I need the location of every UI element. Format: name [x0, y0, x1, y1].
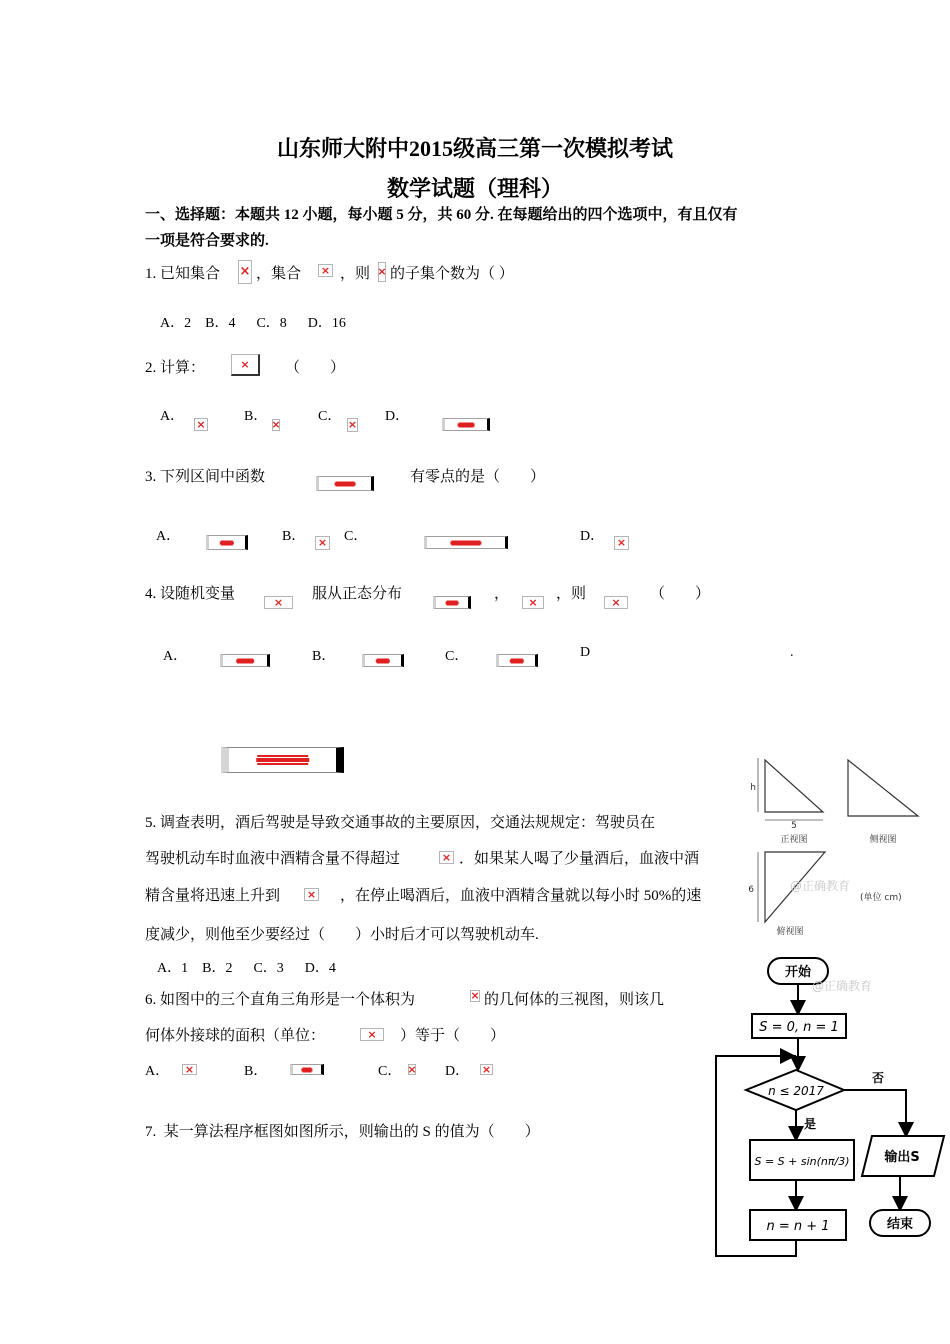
watermark-text: @正确教育 — [790, 879, 851, 893]
q3-text-1: 3. 下列区间中函数 — [145, 469, 266, 485]
q1-text-1: 1. 已知集合 — [145, 266, 221, 282]
q3-option-a-image — [206, 535, 248, 550]
q4-option-b-image — [362, 654, 404, 667]
q6-option-a-image — [182, 1064, 197, 1075]
q2-option-b-label: B． — [244, 409, 268, 424]
page-title: 山东师大附中2015级高三第一次模拟考试 — [276, 136, 673, 161]
q4-text-3: ， — [494, 586, 510, 602]
q4-option-d-image — [221, 747, 344, 773]
flowchart-condition: n ≤ 2017 — [768, 1084, 824, 1098]
flowchart-start: 开始 — [784, 965, 812, 980]
q2-formula-image — [231, 354, 260, 376]
q1-text-4: 的子集个数为（ ） — [390, 266, 514, 282]
section-heading-line2: 一项是符合要求的. — [145, 233, 269, 249]
q4-text-2: 服从正态分布 — [312, 586, 403, 602]
flowchart-end: 结束 — [886, 1217, 914, 1232]
q5-line4: 度减少，则他至少要经过（ ）小时后才可以驾驶机动车. — [145, 927, 539, 943]
q4-distribution-image — [433, 596, 471, 609]
three-view-figure — [740, 750, 950, 940]
q6-line2b: ）等于（ ） — [400, 1028, 506, 1044]
q6-line1b: 的几何体的三视图，则该几 — [484, 992, 665, 1008]
flowchart-output: 输出S — [884, 1150, 920, 1165]
q6-option-b-label: B． — [244, 1064, 268, 1079]
page-subtitle: 数学试题（理科） — [386, 176, 563, 201]
q2-option-a-image — [194, 418, 208, 431]
q4-option-c-label: C． — [445, 649, 469, 664]
flowchart-yes-label: 是 — [804, 1117, 817, 1131]
q4-option-a-label: A． — [163, 649, 188, 664]
q4-variable-image — [264, 596, 293, 609]
q6-option-a-label: A． — [145, 1064, 170, 1079]
q4-option-c-image — [496, 654, 538, 667]
q4-text-1: 4. 设随机变量 — [145, 586, 236, 602]
q4-probability-image — [604, 596, 628, 609]
q2-option-a-label: A． — [160, 409, 185, 424]
q6-option-d-image — [480, 1064, 493, 1075]
q4-option-a-image — [220, 654, 270, 667]
q5-line1: 5. 调查表明，酒后驾驶是导致交通事故的主要原因，交通法规规定：驾驶员在 — [145, 815, 656, 831]
side-view-caption: 侧视图 — [869, 835, 897, 845]
q2-option-b-image — [272, 419, 280, 431]
q2-option-d-image — [442, 418, 490, 431]
q6-option-c-label: C． — [378, 1064, 402, 1079]
q3-option-b-label: B． — [282, 529, 306, 544]
q5-limit-image — [439, 851, 454, 864]
q1-options: A．2 B．4 C．8 D．16 — [160, 316, 346, 331]
q5-line3b: ，在停止喝酒后，血液中酒精含量就以每小时 50%的速 — [340, 888, 702, 904]
q6-unit-image — [360, 1028, 384, 1041]
q5-line2b: ．如果某人喝了少量酒后，血液中酒 — [459, 851, 700, 867]
q5-line3a: 精含量将迅速上升到 — [145, 888, 281, 904]
q3-option-a-label: A． — [156, 529, 181, 544]
flowchart-update-s: S = S + sin(nπ/3) — [754, 1155, 850, 1168]
q1-text-3: ，则 — [340, 266, 371, 282]
top-view-caption: 俯视图 — [776, 927, 804, 937]
flowchart-update-n: n = n + 1 — [766, 1219, 830, 1234]
q4-condition-image — [522, 596, 544, 609]
q3-option-b-image — [315, 536, 330, 550]
q4-option-b-label: B． — [312, 649, 336, 664]
q3-option-c-image — [424, 536, 508, 549]
q1-formula-image — [378, 262, 386, 282]
top-view-6-label: 6 — [748, 885, 754, 895]
unit-label: (单位 cm) — [860, 893, 902, 903]
q4-option-d-dot: . — [790, 645, 794, 660]
q1-text-2: ，集合 — [256, 266, 302, 282]
q6-line1a: 6. 如图中的三个直角三角形是一个体积为 — [145, 992, 416, 1008]
q5-line2a: 驾驶机动车时血液中酒精含量不得超过 — [145, 851, 401, 867]
q6-volume-image — [470, 990, 480, 1002]
q3-option-d-label: D． — [580, 529, 605, 544]
flowchart-no-label: 否 — [872, 1071, 885, 1085]
q3-option-c-label: C． — [344, 529, 368, 544]
flowchart-watermark: @正确教育 — [812, 979, 873, 993]
q6-option-b-image — [290, 1064, 324, 1075]
q4-text-4: ，则 — [556, 586, 587, 602]
q3-function-image — [316, 476, 374, 491]
q6-option-d-label: D． — [445, 1064, 470, 1079]
q6-option-c-image — [408, 1064, 416, 1075]
front-view-h-label: h — [750, 783, 756, 793]
section-heading-line1: 一、选择题：本题共 12 小题，每小题 5 分，共 60 分. 在每题给出的四个选项中，有且仅有 — [145, 207, 738, 223]
front-view-caption: 正视图 — [780, 835, 808, 845]
q2-option-d-label: D． — [385, 409, 410, 424]
front-view-5-label: 5 — [791, 821, 797, 831]
flowchart-init: S = 0, n = 1 — [759, 1020, 839, 1035]
flowchart-figure — [712, 950, 948, 1262]
q1-formula-image — [238, 260, 252, 284]
q4-text-5: （ ） — [650, 586, 711, 602]
q5-level-image — [304, 888, 319, 901]
q1-formula-image — [318, 264, 333, 277]
q5-options: A．1 B．2 C．3 D．4 — [157, 961, 336, 976]
q2-option-c-image — [347, 418, 358, 432]
q2-option-c-label: C． — [318, 409, 342, 424]
q6-line2a: 何体外接球的面积（单位： — [145, 1028, 326, 1044]
q3-text-2: 有零点的是（ ） — [410, 469, 546, 485]
q3-option-d-image — [614, 536, 629, 550]
q7-line1: 7. 某一算法程序框图如图所示，则输出的 S 的值为（ ） — [145, 1124, 540, 1140]
q2-text-1: 2. 计算： — [145, 360, 206, 376]
q4-option-d-label: D — [580, 645, 591, 660]
q2-text-2: （ ） — [285, 360, 346, 376]
